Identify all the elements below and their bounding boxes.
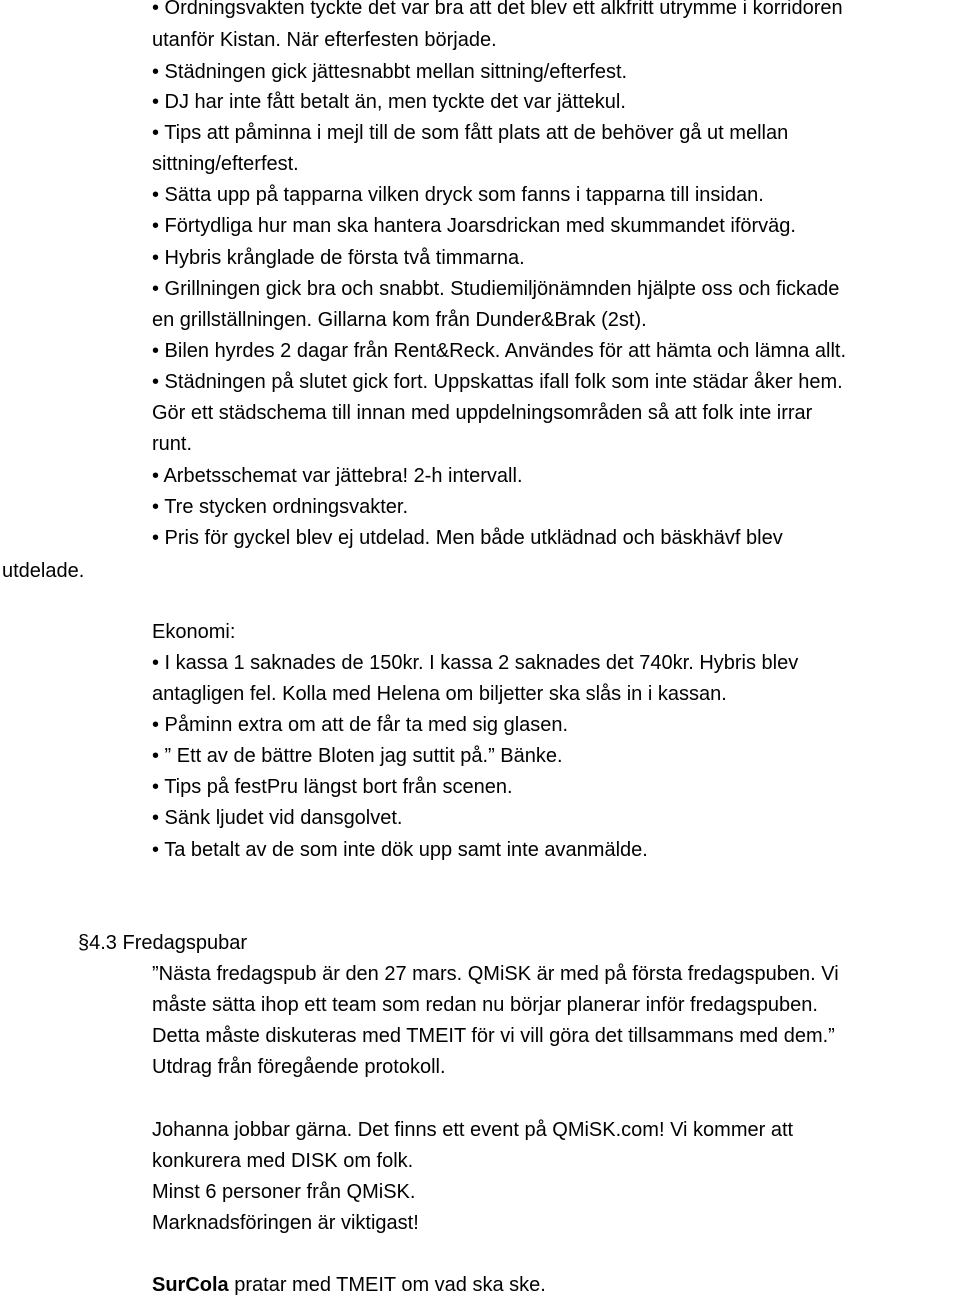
text-line: • Bilen hyrdes 2 dagar från Rent&Reck. Användes för att hämta och lämna allt. [152, 340, 847, 362]
text-line: Detta måste diskuteras med TMEIT för vi vill göra det tillsammans med dem.” [152, 1025, 835, 1047]
text-line: • Städningen på slutet gick fort. Uppskattas ifall folk som inte städar åker hem. [152, 371, 843, 393]
text-line: • Arbetsschemat var jättebra! 2-h intervall. [152, 465, 523, 487]
text-line: • Sänk ljudet vid dansgolvet. [152, 807, 403, 829]
text-line: • DJ har inte fått betalt än, men tyckte det var jättekul. [152, 91, 626, 113]
text-line: • Tips på festPru längst bort från scenen. [152, 776, 513, 798]
text-line: Marknadsföringen är viktigast! [152, 1212, 419, 1234]
text-line: sittning/efterfest. [152, 153, 299, 175]
text-line: Johanna jobbar gärna. Det finns ett event på QMiSK.com! Vi kommer att [152, 1119, 794, 1141]
text-line: • Förtydliga hur man ska hantera Joarsdrickan med skummandet iförväg. [152, 215, 796, 237]
text-line: • Hybris krånglade de första två timmarna. [152, 247, 525, 269]
text-line: • Tre stycken ordningsvakter. [152, 496, 409, 518]
text-line: runt. [152, 433, 193, 455]
text-line: antagligen fel. Kolla med Helena om biljetter ska slås in i kassan. [152, 683, 727, 705]
text-line: konkurera med DISK om folk. [152, 1150, 414, 1172]
text-line: • Ta betalt av de som inte dök upp samt inte avanmälde. [152, 839, 648, 861]
text-line: en grillställningen. Gillarna kom från Dunder&Brak (2st). [152, 309, 647, 331]
final-line-rest: pratar med TMEIT om vad ska ske. [228, 1274, 546, 1296]
text-line: ”Nästa fredagspub är den 27 mars. QMiSK är med på första fredagspuben. Vi [152, 963, 839, 985]
section-heading: §4.3 Fredagspubar [78, 932, 248, 954]
margin-note: utdelade. [2, 560, 85, 582]
text-line: • Pris för gyckel blev ej utdelad. Men både utklädnad och bäskhävf blev [152, 527, 783, 549]
text-line: • Städningen gick jättesnabbt mellan sittning/efterfest. [152, 61, 628, 83]
economy-label: Ekonomi: [152, 621, 236, 643]
text-line: • Grillningen gick bra och snabbt. Studiemiljönämnden hjälpte oss och fickade [152, 278, 840, 300]
text-line: • ” Ett av de bättre Bloten jag suttit på.” Bänke. [152, 745, 563, 767]
text-line: utanför Kistan. När efterfesten började. [152, 29, 497, 51]
text-line: • Tips att påminna i mejl till de som fått plats att de behöver gå ut mellan [152, 122, 789, 144]
text-line: Utdrag från föregående protokoll. [152, 1056, 446, 1078]
text-line: • Påminn extra om att de får ta med sig glasen. [152, 714, 569, 736]
text-line: • I kassa 1 saknades de 150kr. I kassa 2 saknades det 740kr. Hybris blev [152, 652, 799, 674]
bold-name: SurCola [152, 1274, 229, 1296]
text-line: Minst 6 personer från QMiSK. [152, 1181, 416, 1203]
text-line: måste sätta ihop ett team som redan nu börjar planerar inför fredagspuben. [152, 994, 818, 1016]
text-line: Gör ett städschema till innan med uppdelningsområden så att folk inte irrar [152, 402, 813, 424]
final-line [152, 1273, 546, 1297]
text-line: • Sätta upp på tapparna vilken dryck som fanns i tapparna till insidan. [152, 184, 764, 206]
text-line: • Ordningsvakten tyckte det var bra att det blev ett alkfritt utrymme i korridoren [152, 0, 843, 19]
